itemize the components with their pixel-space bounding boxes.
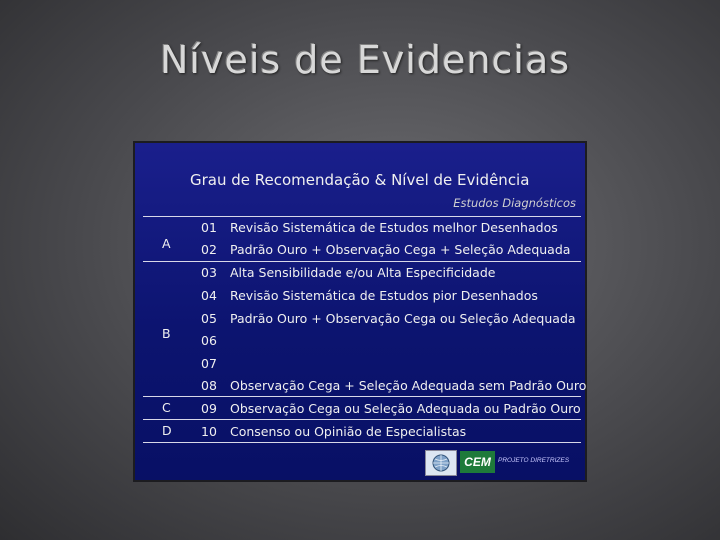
table-row [201,242,581,262]
grade-a: A [162,236,171,251]
level-number: 08 [201,378,217,393]
table-row [201,265,581,285]
evidence-table-image [135,143,585,480]
logo-caption: PROJETO DIRETRIZES [498,457,570,464]
divider [143,216,581,217]
level-number: 09 [201,401,217,416]
level-description: Observação Cega + Seleção Adequada sem Padrão Ouro [229,378,587,393]
panel-title: Grau de Recomendação & Nível de Evidência [190,171,530,189]
globe-logo-icon [425,450,457,476]
level-number: 05 [201,311,217,326]
table-row [201,311,581,331]
panel-subtitle: Estudos Diagnósticos [453,196,576,210]
level-description: Revisão Sistemática de Estudos melhor Desenhados [229,220,558,235]
table-row [201,356,581,376]
level-description: Revisão Sistemática de Estudos pior Desenhados [229,288,538,303]
level-number: 04 [201,288,217,303]
level-number: 10 [201,424,217,439]
table-row [201,333,581,353]
grade-b: B [162,326,171,341]
level-number: 01 [201,220,217,235]
level-number: 02 [201,242,217,257]
level-description: Padrão Ouro + Observação Cega + Seleção Adequada [229,242,571,257]
slide-title: Níveis de Evidencias [160,38,571,82]
level-number: 07 [201,356,217,371]
level-description: Consenso ou Opinião de Especialistas [229,424,467,439]
table-row [201,288,581,308]
grade-d: D [162,423,172,438]
grade-c: C [162,400,171,415]
level-description: Observação Cega ou Seleção Adequada ou Padrão Ouro [229,401,581,416]
level-number: 06 [201,333,217,348]
table-row [201,424,581,444]
table-row [201,378,587,398]
cem-logo: CEM [460,451,495,473]
table-row [201,220,581,240]
logos [425,450,575,474]
level-number: 03 [201,265,217,280]
level-description: Alta Sensibilidade e/ou Alta Especificidade [229,265,496,280]
level-description: Padrão Ouro + Observação Cega ou Seleção Adequada [229,311,576,326]
table-row [201,401,581,421]
